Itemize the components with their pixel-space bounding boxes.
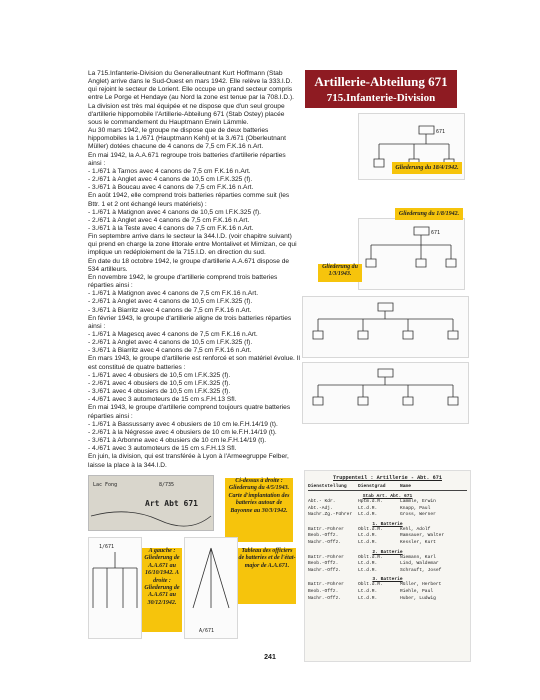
doc-cell: Nachr.-Offz. <box>308 539 342 545</box>
fig2-label: 671 <box>431 230 441 236</box>
title-line-2: 715.Infanterie-Division <box>326 92 436 104</box>
doc-cell: Oblt.d.R. <box>358 526 383 532</box>
map-label-b: 8/735 <box>159 482 175 488</box>
paragraph: La 715.Infanterie-Division du Generalleutnant Kurt Hoffmann (Stab Anglet) arrive dans le Sud-Ouest en mars 1942. Elle relève la 333.I.D. qui rejoint le secteur de Lorient. Elle occupe un grand secteur compris entre Le Porge et Hendaye (au Nord la zone est tenue par la 708.I.D.). La division est très mal équipée et ne dispose que d'un seul groupe d'artillerie hippomobile l'Artillerie-Abteilung 671 (Stab Ostey) placée sous le commandement du Hauptmann Erwin Lämmle. <box>88 70 294 126</box>
paragraph: - 1./671 à Tarnos avec 4 canons de 7,5 cm F.K.16 n.Art. <box>88 167 251 175</box>
officers-table-photo <box>304 470 471 662</box>
doc-cell: Beob.-Offz. <box>308 533 339 539</box>
caption-2: Gliederung du 1/8/1942. <box>395 208 463 220</box>
doc-cell: Lt.d.R. <box>358 505 378 511</box>
paragraph: - 2./671 à la Négresse avec 4 obusiers de 10 cm le.F.H.14/19 (t). <box>88 428 277 436</box>
doc-section-title: Stab Art. Abt. 671 <box>362 494 413 499</box>
paragraph: - 2./671 à Anglet avec 4 canons de 7,5 cm F.K.16 n.Art. <box>88 216 250 224</box>
title-line-1: Artillerie-Abteilung 671 <box>314 74 448 89</box>
caption-5: A gauche : Gliederung de A.A.671 au 16/10/1942. A droite : Gliederung de A.A.671 au 30/12/1942. <box>142 548 182 632</box>
paragraph: En mai 1942, la A.A.671 regroupe trois batteries d'artillerie réparties ainsi : <box>88 151 286 167</box>
doc-cell: Lind, Waldemar <box>400 561 439 567</box>
paragraph: - 3./671 à Biarritz avec 4 canons de 7,5 cm F.K.16 n.Art. <box>88 306 252 314</box>
doc-row <box>308 512 467 519</box>
org-chart-1943-05 <box>302 362 469 424</box>
map-photo <box>88 475 214 531</box>
doc-row <box>308 596 467 603</box>
paragraph: En mars 1943, le groupe d'artillerie est renforcé et son matériel évolue. Il est constitué de quatre batteries : <box>88 355 301 371</box>
paragraph: - 3./671 avec 4 obusiers de 10,5 cm l.F.K.325 (f). <box>88 388 231 396</box>
doc-row <box>308 582 467 589</box>
doc-section-title: 1. Batterie <box>372 521 403 527</box>
paragraph: - 1./671 avec 4 obusiers de 10,5 cm l.F.K.325 (f). <box>88 371 231 379</box>
doc-body <box>305 494 470 602</box>
doc-cell: Lt.d.R. <box>358 539 378 545</box>
doc-cell: Abt.- Kdr. <box>308 499 336 504</box>
doc-row <box>308 533 467 540</box>
paragraph: - 2./671 à Anglet avec 4 canons de 10,5 cm l.F.K.325 (f). <box>88 176 253 184</box>
page-number: 241 <box>264 654 276 661</box>
doc-cell: Huber, Ludwig <box>400 595 436 601</box>
paragraph: - 4./671 avec 3 automoteurs de 15 cm s.F.H.13 Sfl. <box>88 396 237 404</box>
doc-col-2: Dienstgrad <box>358 484 386 489</box>
doc-cell: Schrauft, Josef <box>400 567 442 573</box>
org-right-label: A/671 <box>199 628 215 634</box>
doc-cell: Lt.d.R. <box>358 595 378 601</box>
doc-cell: Hptm.d.R. <box>358 499 383 504</box>
doc-cell: Kehl, Adolf <box>400 526 431 532</box>
doc-col-3: Name <box>400 484 412 489</box>
paragraph: - 2./671 avec 4 obusiers de 10,5 cm l.F.K.325 (f). <box>88 379 231 387</box>
doc-cell: Riehle, Paul <box>400 588 434 594</box>
doc-cell: Lt.d.R. <box>358 533 378 539</box>
doc-cell: Gross, Werner <box>400 512 436 518</box>
org-chart-1942-08 <box>358 218 465 290</box>
caption-4: Ci-dessus à droite : Gliederung du 4/5/1943. Carte d'implantation des batteries autour de Bayonne au 30/3/1942. <box>225 478 293 542</box>
doc-cell: Lt.d.R. <box>358 512 378 518</box>
paragraph: En novembre 1942, le groupe d'artillerie comprend trois batteries réparties ainsi : <box>88 273 278 290</box>
paragraph: - 2./671 à Anglet avec 4 canons de 10,5 cm l.F.K.325 (f). <box>88 298 253 306</box>
doc-column-headers <box>308 484 467 491</box>
doc-cell: Oblt.d.R. <box>358 554 383 560</box>
doc-cell: Nachr.Zg.-Führer <box>308 512 353 518</box>
paragraph: - 3./671 à Biarritz avec 4 canons de 7,5 cm F.K.16 n.Art. <box>88 347 252 355</box>
paragraph: - 3./671 à la Teste avec 4 canons de 7,5 cm F.K.16 n.Art. <box>88 224 254 232</box>
doc-cell: Battr.-Führer <box>308 526 344 532</box>
doc-row <box>308 589 467 596</box>
doc-row <box>308 568 467 575</box>
doc-cell: Battr.-Führer <box>308 582 344 588</box>
paragraph: Fin septembre arrive dans le secteur la 344.I.D. (voir chapitre suivant) qui prend en charge la zone littorale entre Montalivet et Mimizan, ce qui implique un redéploiement de la 715.I.D. en direction du sud. <box>88 233 297 257</box>
org-chart-1942-10 <box>88 537 142 639</box>
map-label-a: Lac Fong <box>93 482 118 488</box>
doc-row <box>308 499 467 506</box>
doc-cell: Battr.-Führer <box>308 554 344 560</box>
doc-cell: Abt.-Adj. <box>308 505 333 511</box>
paragraph: En février 1943, le groupe d'artillerie aligne de trois batteries réparties ainsi : <box>88 314 292 330</box>
doc-cell: Knapp, Paul <box>400 505 431 511</box>
paragraph: En juin, la division, qui est transférée à Lyon à l'Armeegruppe Felber, laisse la place à la 344.I.D. <box>88 453 289 469</box>
paragraph: Au 30 mars 1942, le groupe ne dispose que de deux batteries hippomobiles la 1./671 (Hauptmann Kehl) et la 3./671 (Oberleutnant Müller) dotées chacune de 4 canons de 7,5 cm F.K.16 n.Art. <box>88 127 286 151</box>
doc-row <box>308 561 467 568</box>
title-box <box>305 70 457 108</box>
doc-cell: Nachr.-Offz. <box>308 595 342 601</box>
doc-cell: Nachr.-Offz. <box>308 567 342 573</box>
org-chart-1942-12 <box>184 537 238 639</box>
doc-section-title: 2. Batterie <box>372 549 403 555</box>
doc-row <box>308 540 467 547</box>
caption-3: Gliederung du 1/3/1943. <box>318 264 362 282</box>
map-label-main: Art Abt 671 <box>145 499 198 508</box>
article-text <box>88 70 300 470</box>
doc-section-title: 3. Batterie <box>372 577 403 583</box>
paragraph: - 1./671 à Matignon avec 4 canons de 7,5 cm F.K.16 n.Art. <box>88 290 259 298</box>
paragraph: En août 1942, elle comprend trois batteries réparties comme suit (les Bttr. 1 et 2 ont échangé leurs matériels) : <box>88 192 290 208</box>
doc-cell: Beob.-Offz. <box>308 561 339 567</box>
org-left-label: 1/671 <box>99 544 115 550</box>
caption-6: Tableau des officiers de batteries et de l'état-major de A.A.671. <box>238 548 296 604</box>
paragraph: - 1./671 à Matignon avec 4 canons de 10,5 cm l.F.K.325 (f). <box>88 208 261 216</box>
fig1-label: 671 <box>436 129 446 135</box>
paragraph: - 3./671 à Arbonne avec 4 obusiers de 10 cm le.F.H.14/19 (t). <box>88 437 267 445</box>
doc-cell: Lt.d.R. <box>358 567 378 573</box>
paragraph: - 1./671 à Bassussarry avec 4 obusiers de 10 cm le.F.H.14/19 (t). <box>88 420 278 428</box>
doc-cell: Ramsauer, Walter <box>400 533 445 539</box>
doc-cell: Oblt.d.R. <box>358 582 383 588</box>
paragraph: - 2./671 à Anglet avec 4 canons de 10,5 cm l.F.K.325 (f). <box>88 339 253 347</box>
doc-cell: Kessler, Kurt <box>400 539 436 545</box>
paragraph: En date du 18 octobre 1942, le groupe d'artillerie A.A.671 dispose de 534 artilleurs. <box>88 257 290 273</box>
paragraph: - 3./671 à Boucau avec 4 canons de 7,5 cm F.K.16 n.Art. <box>88 184 254 192</box>
paragraph: - 4./671 avec 3 automoteurs de 15 cm s.F.H.13 Sfl. <box>88 445 237 453</box>
caption-1: Gliederung du 18/4/1942. <box>392 162 462 174</box>
org-chart-1943-03 <box>302 296 469 358</box>
doc-cell: Beob.-Offz. <box>308 588 339 594</box>
doc-col-1: Dienststellung <box>308 484 347 489</box>
doc-cell: Müller, Herbert <box>400 582 442 588</box>
doc-cell: Lt.d.R. <box>358 561 378 567</box>
doc-cell: Niemann, Karl <box>400 554 436 560</box>
doc-cell: Lt.d.R. <box>358 588 378 594</box>
paragraph: En mai 1943, le groupe d'artillerie comprend toujours quatre batteries réparties ainsi : <box>88 404 291 420</box>
paragraph: - 1./671 à Magescq avec 4 canons de 7,5 cm F.K.16 n.Art. <box>88 331 258 338</box>
doc-heading: Truppenteil : Artillerie - Abt. 671 <box>333 475 442 481</box>
doc-cell: Lämmle, Erwin <box>400 499 436 504</box>
